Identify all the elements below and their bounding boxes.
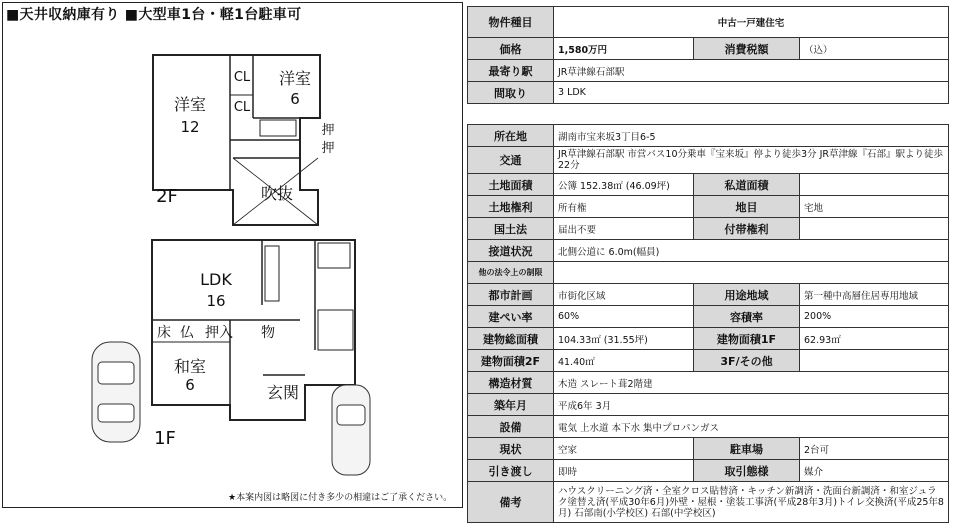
room-oshiire: 押入: [205, 325, 233, 341]
far-label: 容積率: [694, 306, 800, 328]
land-area-value: 公簿 152.38㎡ (46.09坪): [554, 174, 694, 196]
zoning-label: 用途地域: [694, 284, 800, 306]
price-value: 1,580万円: [554, 38, 694, 60]
price-label: 価格: [468, 38, 554, 60]
land-right-value: 所有権: [554, 196, 694, 218]
floor1-area-label: 建物面積1F: [694, 328, 800, 350]
room-fukinuke: 吹抜: [260, 184, 294, 203]
other-law-value: [554, 262, 949, 284]
facilities-label: 設備: [468, 416, 554, 438]
built-value: 平成6年 3月: [554, 394, 949, 416]
floorplan-drawing: [0, 0, 465, 512]
headline: ■天井収納庫有り ■大型車1台・軽1台駐車可: [6, 7, 302, 23]
floor2-area-value: 41.40㎡: [554, 350, 694, 372]
station-value: JR草津線石部駅: [554, 60, 949, 82]
floor2-label: 2F: [156, 186, 178, 207]
room-toko: 床: [157, 325, 171, 341]
status-label: 現状: [468, 438, 554, 460]
land-category-value: 宅地: [800, 196, 949, 218]
room-yoshitsu12-size: 12: [180, 118, 200, 136]
floor1-area-value: 62.93㎡: [800, 328, 949, 350]
handover-label: 引き渡し: [468, 460, 554, 482]
built-label: 築年月: [468, 394, 554, 416]
room-washitsu-name: 和室: [173, 357, 207, 376]
layout-value: 3 LDK: [554, 82, 949, 104]
national-land-value: 届出不要: [554, 218, 694, 240]
road-value: 北側公道に 6.0m(幅員): [554, 240, 949, 262]
parking-value: 2台可: [800, 438, 949, 460]
room-genkan: 玄関: [266, 383, 300, 402]
transport-value: JR草津線石部駅 市営バス10分乗車『宝来坂』停より徒歩3分 JR草津線『石部』駅より徒歩22分: [554, 147, 949, 174]
tax-value: （込）: [800, 38, 949, 60]
other-law-label: 他の法令上の制限: [468, 262, 554, 284]
details-table: [467, 124, 949, 523]
type-label: 物件種目: [468, 7, 554, 38]
room-butsu: 仏: [180, 325, 194, 341]
floor3-label: 3F/その他: [694, 350, 800, 372]
city-plan-label: 都市計画: [468, 284, 554, 306]
far-value: 200%: [800, 306, 949, 328]
land-area-label: 土地面積: [468, 174, 554, 196]
attached-right-label: 付帯権利: [694, 218, 800, 240]
structure-label: 構造材質: [468, 372, 554, 394]
tax-label: 消費税額: [694, 38, 800, 60]
deal-label: 取引態様: [694, 460, 800, 482]
floor2-area-label: 建物面積2F: [468, 350, 554, 372]
station-label: 最寄り駅: [468, 60, 554, 82]
total-floor-label: 建物総面積: [468, 328, 554, 350]
floor3-value: [800, 350, 949, 372]
type-value: 中古一戸建住宅: [554, 7, 949, 38]
land-category-label: 地目: [694, 196, 800, 218]
room-ldk-name: LDK: [200, 270, 232, 289]
room-mono: 物: [261, 325, 275, 341]
room-yoshitsu12-name: 洋室: [173, 95, 207, 114]
transport-label: 交通: [468, 147, 554, 174]
footnote: ★本案内図は略図に付き多少の相違はご了承ください。: [228, 493, 453, 503]
coverage-value: 60%: [554, 306, 694, 328]
room-yoshitsu6-name: 洋室: [278, 69, 312, 88]
zoning-value: 第一種中高層住居専用地域: [800, 284, 949, 306]
structure-value: 木造 スレート葺2階建: [554, 372, 949, 394]
room-washitsu-size: 6: [185, 376, 195, 394]
handover-value: 即時: [554, 460, 694, 482]
remarks-label: 備考: [468, 482, 554, 523]
road-label: 接道状況: [468, 240, 554, 262]
room-ldk-size: 16: [206, 292, 226, 310]
room-yoshitsu6-size: 6: [290, 90, 300, 108]
room-oshi1: 押: [321, 123, 335, 138]
land-right-label: 土地権利: [468, 196, 554, 218]
address-label: 所在地: [468, 125, 554, 147]
remarks-value: ハウスクリーニング済・全室クロス貼替済・キッチン新調済・洗面台新調済・和室ジュラク塗替え済(平成30年6月)外壁・屋根・塗装工事済(平成28年3月)トイレ交換済(平成25年8月) 石部南(小学校区) 石部(中学校区): [554, 482, 949, 523]
facilities-value: 電気 上水道 本下水 集中プロパンガス: [554, 416, 949, 438]
status-value: 空家: [554, 438, 694, 460]
attached-right-value: [800, 218, 949, 240]
total-floor-value: 104.33㎡ (31.55坪): [554, 328, 694, 350]
address-value: 湖南市宝来坂3丁目6-5: [554, 125, 949, 147]
parking-label: 駐車場: [694, 438, 800, 460]
deal-value: 媒介: [800, 460, 949, 482]
coverage-label: 建ぺい率: [468, 306, 554, 328]
city-plan-value: 市街化区域: [554, 284, 694, 306]
room-cl1: CL: [233, 70, 251, 85]
summary-table: [467, 6, 949, 104]
private-road-label: 私道面積: [694, 174, 800, 196]
room-cl2: CL: [233, 100, 251, 115]
layout-label: 間取り: [468, 82, 554, 104]
room-oshi2: 押: [321, 141, 335, 156]
private-road-value: [800, 174, 949, 196]
national-land-label: 国土法: [468, 218, 554, 240]
floor1-label: 1F: [154, 428, 176, 449]
